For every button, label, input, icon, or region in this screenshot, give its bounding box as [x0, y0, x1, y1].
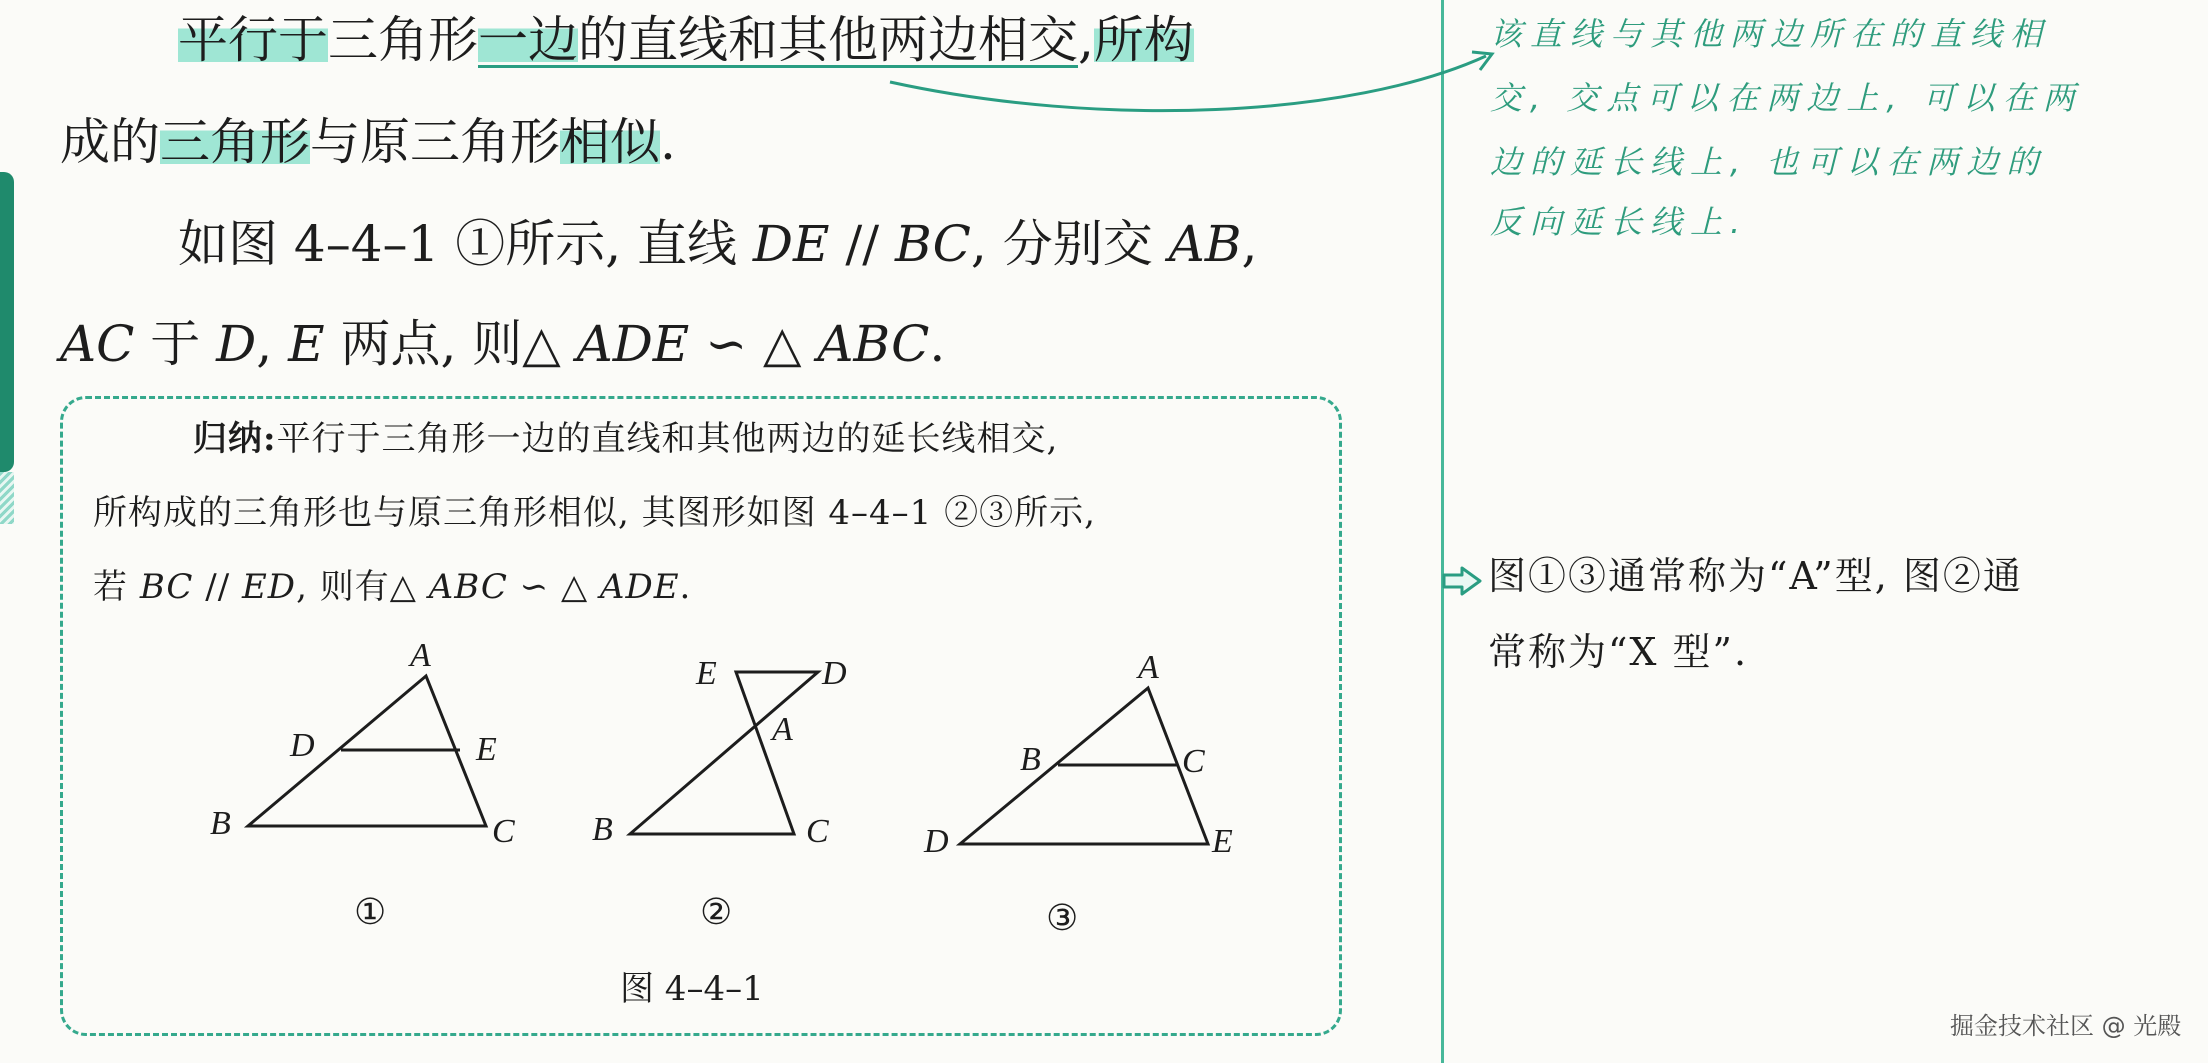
highlighted-text: 平行于	[178, 11, 328, 69]
highlighted-text: 相似	[560, 113, 660, 171]
fig2-label-d: D	[822, 655, 847, 692]
figure-caption: 图 4–4–1	[620, 969, 764, 1009]
watermark: 掘金技术社区 @ 光殿	[1950, 1012, 2182, 1040]
text: .	[929, 315, 946, 373]
text: 若	[93, 567, 140, 607]
summary-label: 归纳:	[193, 419, 277, 459]
fig3-label-b: B	[1020, 741, 1041, 778]
fig2-label-c: C	[806, 813, 829, 850]
underlined-text: 的直线和其他两边相交	[578, 11, 1078, 69]
fig1-label-a: A	[410, 637, 431, 674]
math-text: ADE	[599, 567, 680, 607]
text: 与原三角形	[310, 113, 560, 171]
fig2-label-b: B	[592, 811, 613, 848]
handwritten-note-line2: 交, 交点可以在两边上, 可以在两	[1490, 79, 2083, 117]
text: .	[679, 567, 692, 607]
text: ∽ △	[689, 315, 818, 373]
fig2-label-a: A	[772, 711, 793, 748]
fig2-label-e: E	[696, 655, 717, 692]
text: 成的	[60, 113, 160, 171]
fig3-label-d: D	[924, 823, 949, 860]
text: , 则有△	[296, 567, 429, 607]
fig3-label-c: C	[1182, 743, 1205, 780]
text: //	[193, 567, 242, 607]
text: 如图 4–4–1 ①所示, 直线	[178, 215, 753, 273]
margin-note-line1: 图①③通常称为“A”型, 图②通	[1488, 554, 2023, 598]
fig2-number: ②	[700, 892, 733, 933]
text: 两点, 则△	[324, 315, 577, 373]
fig3-number: ③	[1046, 898, 1079, 939]
highlighted-underlined-text: 一边	[478, 11, 578, 69]
math-text: E	[288, 315, 325, 373]
highlighted-text: 三角形	[160, 113, 310, 171]
fig1-label-c: C	[492, 813, 515, 850]
highlighted-text: 所构	[1093, 11, 1194, 69]
text: ,	[1241, 215, 1258, 273]
annotation-connector	[890, 56, 1486, 111]
fig3-label-e: E	[1212, 823, 1233, 860]
handwritten-note-line4: 反向延长线上.	[1490, 203, 1749, 241]
text: .	[660, 113, 676, 171]
fig1-label-d: D	[290, 727, 315, 764]
figure-2	[630, 672, 818, 834]
math-text: DE	[752, 215, 830, 273]
summary-line2: 所构成的三角形也与原三角形相似, 其图形如图 4–4–1 ②③所示,	[93, 493, 1096, 533]
math-text: BC	[139, 567, 194, 607]
fig3-label-a: A	[1138, 649, 1159, 686]
handwritten-note-line3: 边的延长线上, 也可以在两边的	[1490, 143, 2047, 181]
text: ,	[256, 315, 289, 373]
text: 平行于三角形一边的直线和其他两边的延长线相交,	[276, 419, 1059, 459]
text: ,	[1078, 11, 1094, 69]
text: 于	[134, 315, 217, 373]
text: ∽ △	[507, 567, 600, 607]
math-text: BC	[894, 215, 971, 273]
fig1-label-e: E	[476, 731, 497, 768]
figure-3	[960, 688, 1208, 844]
fig1-label-b: B	[210, 805, 231, 842]
fig2-bowtie-shape	[630, 672, 818, 834]
handwritten-note-line1: 该直线与其他两边所在的直线相	[1490, 15, 2051, 53]
figure-1	[248, 676, 486, 826]
fig1-number: ①	[354, 892, 387, 933]
math-text: ADE	[576, 315, 690, 373]
text: //	[829, 215, 895, 273]
math-text: D	[216, 315, 257, 373]
text: , 分别交	[970, 215, 1169, 273]
math-text: AB	[1168, 215, 1242, 273]
math-text: ABC	[817, 315, 930, 373]
margin-note-line2: 常称为“X 型”.	[1488, 630, 1749, 674]
math-text: AC	[60, 315, 135, 373]
math-text: ABC	[428, 567, 508, 607]
math-text: ED	[241, 567, 297, 607]
arrow-right-icon	[1440, 566, 1484, 596]
text: 三角形	[328, 11, 478, 69]
